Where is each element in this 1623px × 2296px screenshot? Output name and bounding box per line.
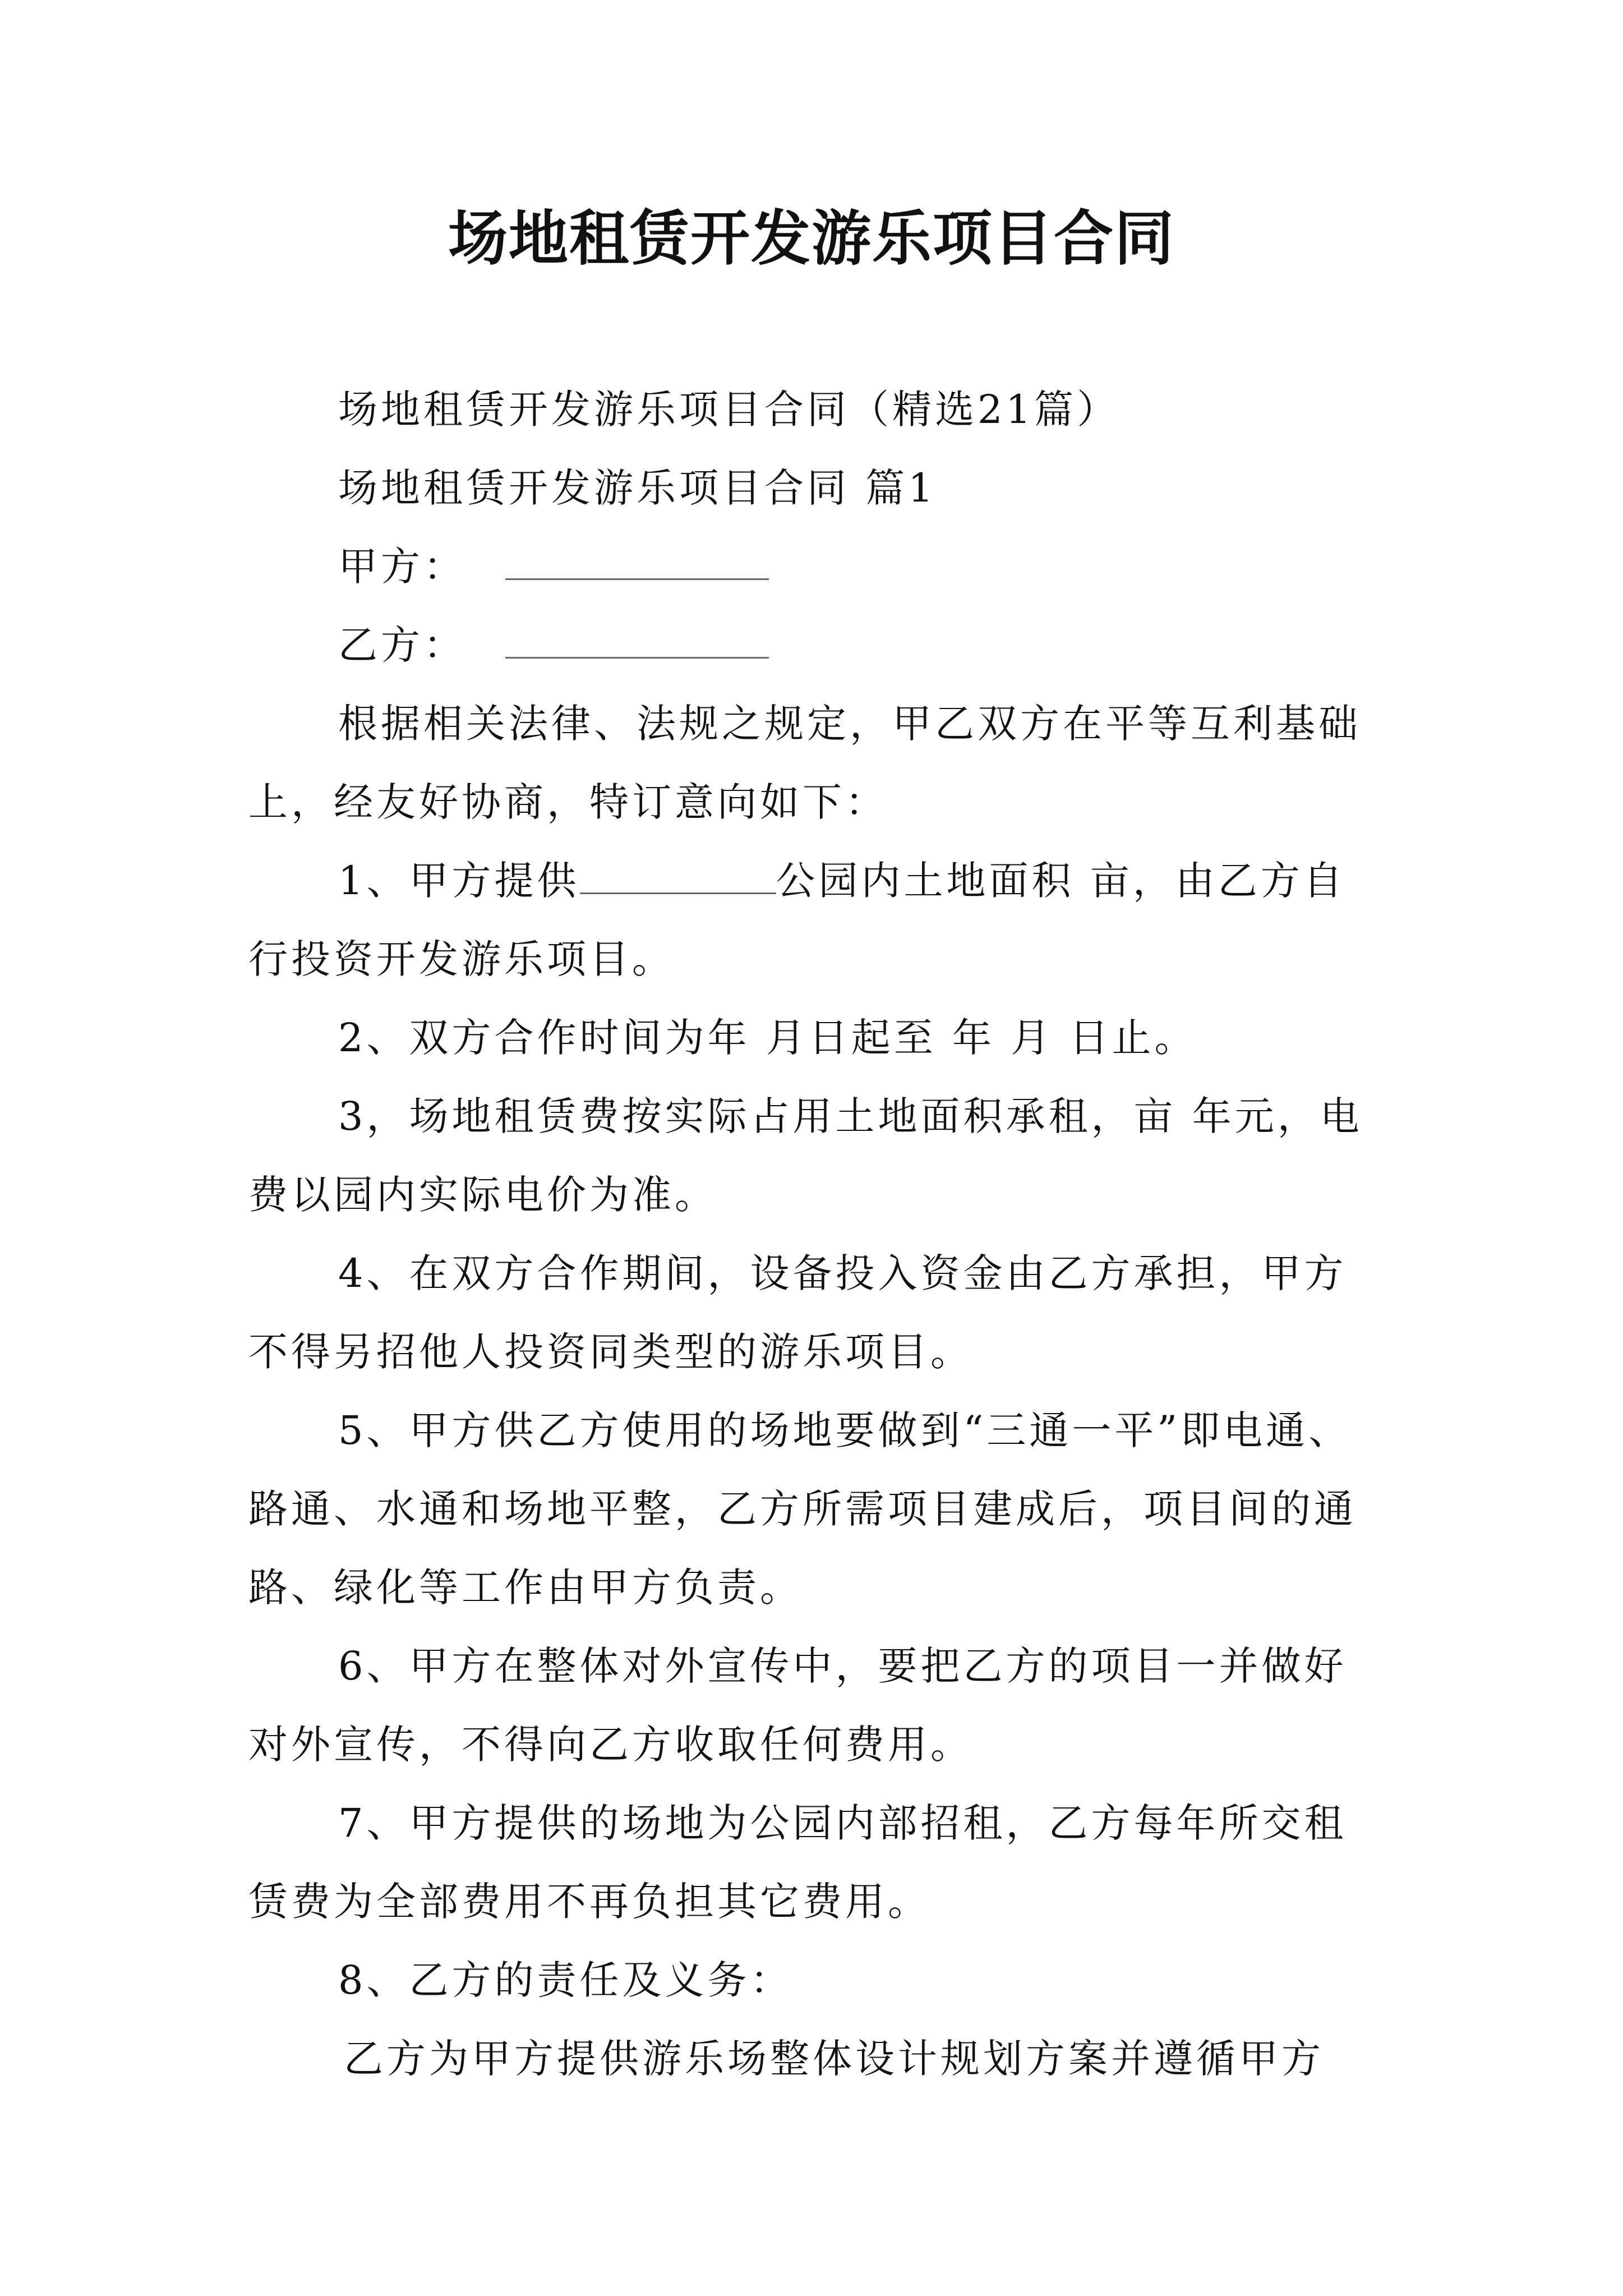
party-b-label: 乙方：	[338, 622, 466, 668]
party-a-label: 甲方：	[338, 544, 466, 590]
clause-7-line-2: 赁费为全部费用不再负担其它费用。	[248, 1879, 930, 1925]
clause-8-body-line-1: 乙方为甲方提供游乐场整体设计规划方案并遵循甲方	[344, 2036, 1324, 2082]
section-heading: 场地租赁开发游乐项目合同 篇1	[338, 465, 937, 511]
clause-4-line-2: 不得另招他人投资同类型的游乐项目。	[248, 1329, 973, 1375]
clause-6-line-2: 对外宣传，不得向乙方收取任何费用。	[248, 1722, 973, 1768]
clause-7-line-1: 7、甲方提供的场地为公园内部招租，乙方每年所交租	[338, 1800, 1347, 1846]
clause-5-line-1: 5、甲方供乙方使用的场地要做到“三通一平”即电通、	[338, 1407, 1352, 1453]
clause-1-line-2: 行投资开发游乐项目。	[248, 936, 675, 982]
clause-3-line-1: 3，场地租赁费按实际占用土地面积承租，亩 年元，电	[338, 1093, 1363, 1139]
intro-line-1: 根据相关法律、法规之规定，甲乙双方在平等互利基础	[338, 701, 1361, 747]
party-a-blank	[505, 545, 769, 580]
clause-1-part-2: 公园内土地面积 亩，由乙方自	[776, 858, 1346, 904]
clause-1-part-1: 1、甲方提供	[338, 858, 580, 904]
clause-2: 2、双方合作时间为年 月日起至 年 月 日止。	[338, 1015, 1197, 1061]
clause-4-line-1: 4、在双方合作期间，设备投入资金由乙方承担，甲方	[338, 1250, 1347, 1296]
clause-3-line-2: 费以园内实际电价为准。	[248, 1172, 717, 1218]
intro-line-2: 上，经友好协商，特订意向如下：	[248, 779, 888, 825]
party-b-blank	[505, 623, 769, 659]
clause-6-line-1: 6、甲方在整体对外宣传中，要把乙方的项目一并做好	[338, 1643, 1347, 1689]
subtitle: 场地租赁开发游乐项目合同（精选21篇）	[338, 386, 1120, 432]
document-title: 场地租赁开发游乐项目合同	[448, 203, 1175, 273]
party-b-line	[338, 617, 769, 673]
clause-5-line-2: 路通、水通和场地平整，乙方所需项目建成后，项目间的通	[248, 1486, 1357, 1532]
clause-5-line-3: 路、绿化等工作由甲方负责。	[248, 1565, 803, 1611]
clause-8-heading: 8、乙方的责任及义务：	[338, 1957, 793, 2003]
clause-1-line-1	[338, 853, 1346, 909]
clause-1-blank	[580, 859, 776, 894]
party-a-line	[338, 539, 769, 595]
